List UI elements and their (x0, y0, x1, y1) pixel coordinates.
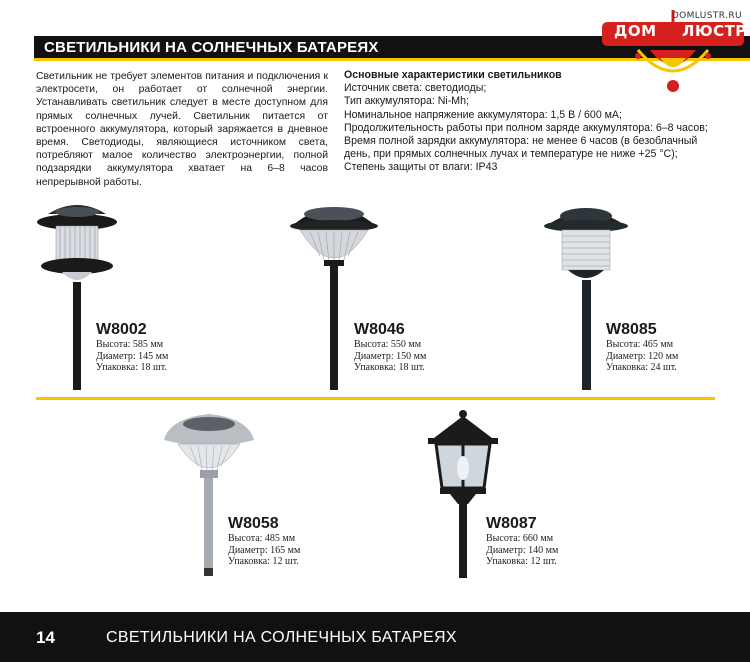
product-diameter: Диаметр: 165 мм (228, 544, 301, 556)
product-w8058 (228, 515, 300, 568)
site-url: DOMLUSTR.RU (671, 11, 742, 21)
page-number: 14 (36, 628, 55, 647)
product-diameter: Диаметр: 120 мм (606, 350, 679, 362)
product-height: Высота: 585 мм (96, 339, 164, 350)
specs-block (344, 69, 718, 175)
product-code: W8085 (606, 321, 657, 338)
product-pack: Упаковка: 18 шт. (96, 362, 167, 373)
product-pack: Упаковка: 12 шт. (486, 556, 557, 567)
product-code: W8002 (96, 321, 147, 338)
product-height: Высота: 485 мм (228, 533, 296, 544)
specs-title: Основные характеристики светильников (344, 69, 562, 81)
product-pack: Упаковка: 24 шт. (606, 362, 677, 373)
product-w8046 (354, 321, 426, 374)
product-w8087 (486, 515, 558, 568)
footer-bar (0, 612, 750, 662)
logo-text-right: ЛЮСТР (682, 22, 747, 40)
logo-text-left: ДОМ (614, 22, 657, 40)
product-height: Высота: 660 мм (486, 533, 554, 544)
product-height: Высота: 465 мм (606, 339, 674, 350)
footer-title: СВЕТИЛЬНИКИ НА СОЛНЕЧНЫХ БАТАРЕЯХ (106, 629, 457, 646)
spec-line: Источник света: светодиоды; (344, 82, 487, 95)
intro-paragraph: Светильник не требует элементов питания и подключения к электросети, он работает от солнечной энергии. Устанавливать светильник следует в месте доступном для прямых солнечных лучей. Светильник питается от встроенного аккумулятора, который заряжается в дневное время. Светодиоды, являющиеся источником света, потребляют малое количество электроэнергии, полной подзарядки аккумулятора хватает на 6–8 часов непрерывной работы. (36, 71, 328, 188)
product-w8002 (96, 321, 168, 374)
product-pack: Упаковка: 12 шт. (228, 556, 299, 567)
product-diameter: Диаметр: 145 мм (96, 350, 169, 362)
spec-line: Время полной зарядки аккумулятора: не менее 6 часов (в безоблачный день, при прямых солнечных лучах и температуре не ниже +25 °С); (344, 135, 698, 161)
spec-line: Продолжительность работы при полном заряде аккумулятора: 6–8 часов; (344, 121, 708, 134)
spec-line: Тип аккумулятора: Ni-Mh; (344, 95, 469, 108)
section-divider (36, 397, 715, 400)
spec-line: Степень защиты от влаги: IP43 (344, 161, 498, 174)
product-diameter: Диаметр: 140 мм (486, 544, 559, 556)
page-title: СВЕТИЛЬНИКИ НА СОЛНЕЧНЫХ БАТАРЕЯХ (44, 39, 379, 56)
product-code: W8087 (486, 515, 537, 532)
product-height: Высота: 550 мм (354, 339, 422, 350)
spec-line: Номинальное напряжение аккумулятора: 1,5 В / 600 мА; (344, 108, 622, 121)
product-diameter: Диаметр: 150 мм (354, 350, 427, 362)
product-pack: Упаковка: 18 шт. (354, 362, 425, 373)
product-w8085 (606, 321, 678, 374)
product-code: W8058 (228, 515, 279, 532)
product-code: W8046 (354, 321, 405, 338)
